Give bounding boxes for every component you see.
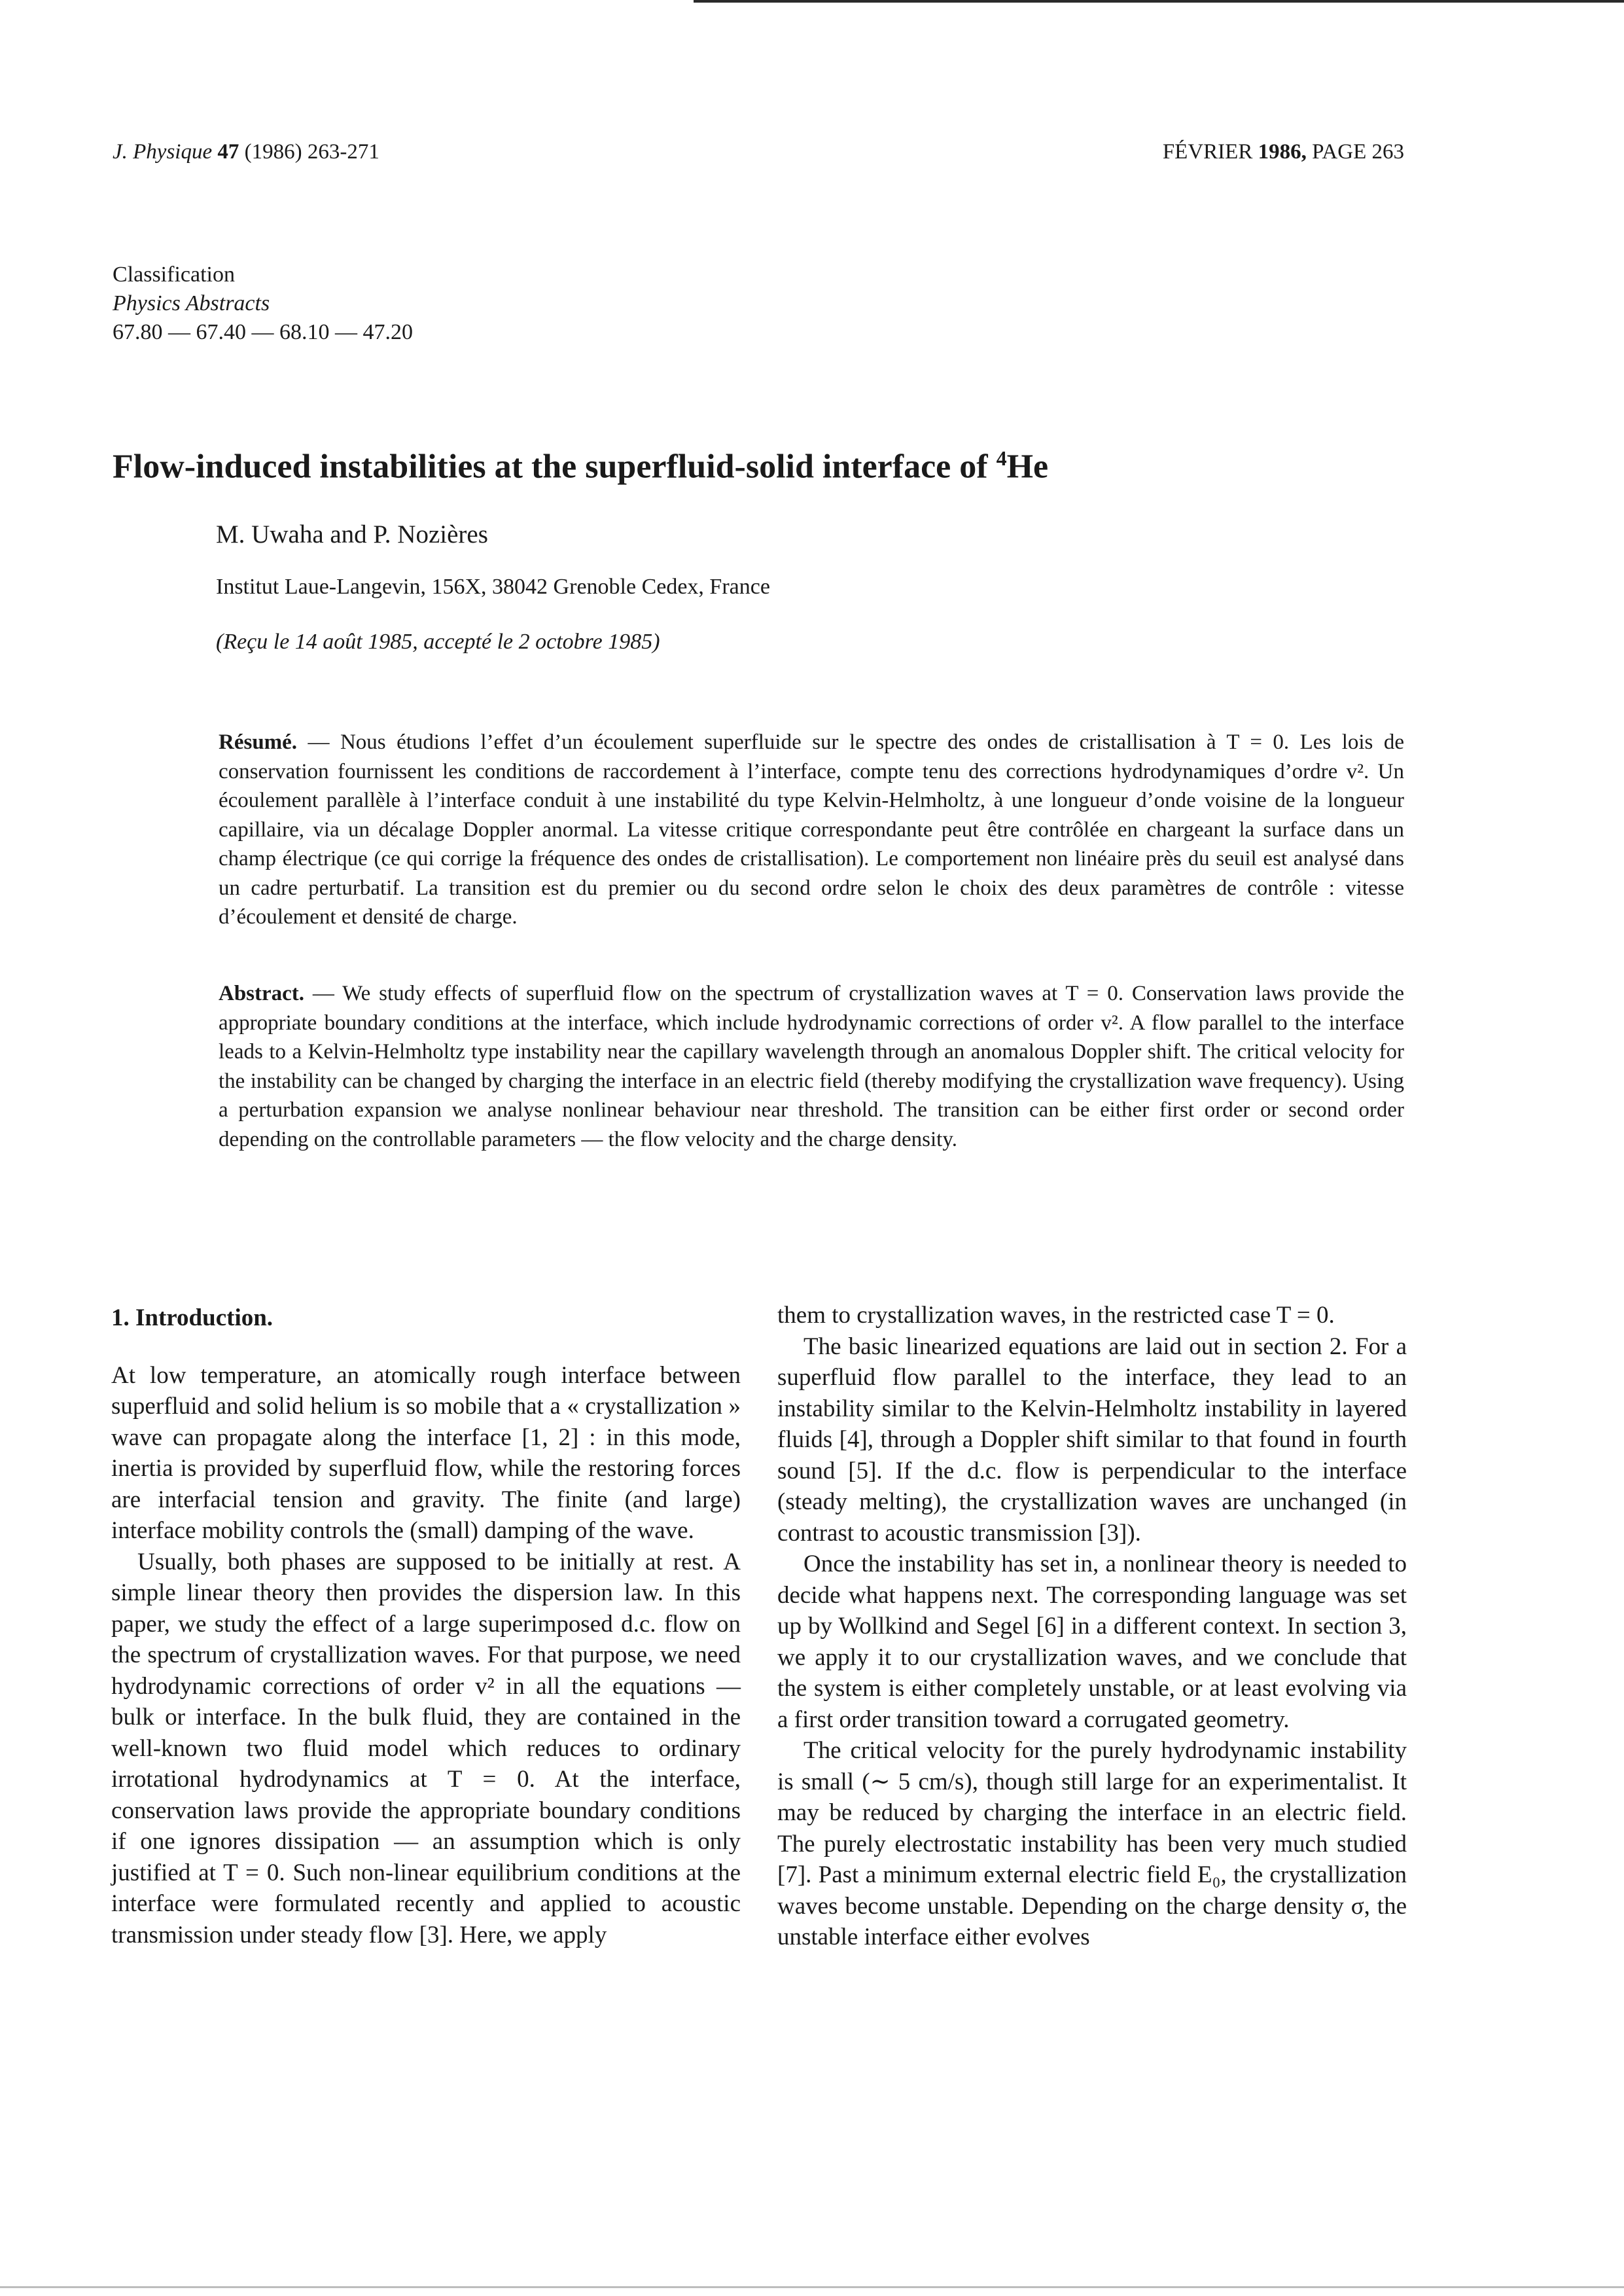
classification-block [113, 260, 413, 347]
scan-border-top [694, 0, 1624, 3]
authors: M. Uwaha and P. Nozières [216, 520, 488, 548]
affiliation: Institut Laue-Langevin, 156X, 38042 Grenoble Cedex, France [216, 575, 770, 599]
abstract-paragraph [219, 979, 1404, 1154]
scan-border-bottom [0, 2286, 1624, 2288]
title-text: Flow-induced instabilities at the superfluid-solid interface of [113, 448, 997, 486]
body-paragraph: them to crystallization waves, in the restricted case T = 0. [777, 1302, 1335, 1329]
abstract-label: Abstract. [219, 982, 305, 1005]
issue-month: FÉVRIER [1162, 140, 1253, 164]
issue-year: 1986, [1258, 140, 1307, 164]
body-paragraph: The critical velocity for the purely hydrodynamic instability is small (∼ 5 cm/s), though still large for an experimentalist. It may be reduced by charging the interface in an electric field. The purely electrostatic instability has been very much studied [7]. Past a minimum external electric field E₀, the crystallization waves become unstable. Depending on the charge density σ, the unstable interface either evolves [777, 1737, 1407, 1950]
title-element: He [1006, 448, 1049, 486]
page-number: 263 [1371, 140, 1404, 164]
body-paragraph: Usually, both phases are supposed to be initially at rest. A simple linear theory then provides the dispersion law. In this paper, we study the effect of a large superimposed d.c. flow on the spectrum of crystallization waves. For that purpose, we need hydrodynamic corrections of order v² in all the equations — bulk or interface. In the bulk fluid, they are contained in the well-known two fluid model which reduces to ordinary irrotational hydrodynamics at T = 0. At the interface, conservation laws provide the appropriate boundary conditions if one ignores dissipation — an assumption which is only justified at T = 0. Such non-linear equilibrium conditions at the interface were formulated recently and applied to acoustic transmission under steady flow [3]. Here, we apply [111, 1548, 741, 1948]
title-isotope-superscript: 4 [996, 446, 1007, 470]
section-heading: 1. Introduction. [111, 1304, 274, 1331]
journal-name: J. Physique [113, 140, 213, 164]
year-pages: (1986) 263-271 [244, 140, 380, 164]
page-word: PAGE [1312, 140, 1367, 164]
classification-label: Classification [113, 262, 235, 287]
paper-title [113, 446, 1048, 486]
classification-codes: 67.80 — 67.40 — 68.10 — 47.20 [113, 320, 413, 344]
body-column-right [777, 1300, 1407, 1953]
volume-number: 47 [217, 140, 239, 164]
running-header-citation [113, 140, 380, 164]
body-column-left [111, 1302, 741, 1950]
body-paragraph: Once the instability has set in, a nonlinear theory is needed to decide what happens next. The corresponding language was set up by Wollkind and Segel [6] in a different context. In section 3, we apply it to our crystallization waves, and we conclude that the system is either completely unstable, or at least evolving via a first order transition toward a corrugated geometry. [777, 1551, 1407, 1733]
resume-paragraph [219, 728, 1404, 932]
body-paragraph: The basic linearized equations are laid out in section 2. For a superfluid flow parallel to the interface, they lead to an instability similar to the Kelvin-Helmholtz instability in layered fluids [4], through a Doppler shift similar to that found in fourth sound [5]. If the d.c. flow is perpendicular to the interface (steady melting), the crystallization waves are unchanged (in contrast to acoustic transmission [3]). [777, 1333, 1407, 1547]
resume-label: Résumé. [219, 730, 298, 754]
running-header-page [1163, 140, 1404, 164]
abstract-text: — We study effects of superfluid flow on the spectrum of crystallization waves at T = 0. Conservation laws provide the appropriate boundary conditions at the interface, which include hydrodynamic corrections of order v². A flow parallel to the interface leads to a Kelvin-Helmholtz type instability near the capillary wavelength through an anomalous Doppler shift. The critical velocity for the instability can be changed by charging the interface in an electric field (thereby modifying the crystallization wave frequency). Using a perturbation expansion we analyse nonlinear behaviour near threshold. The transition can be either first order or second order depending on the controllable parameters — the flow velocity and the charge density. [219, 982, 1404, 1151]
resume-text: — Nous étudions l’effet d’un écoulement superfluide sur le spectre des ondes de cristallisation à T = 0. Les lois de conservation fournissent les conditions de raccordement à l’interface, compte tenu des corrections hydrodynamiques d’ordre v². Un écoulement parallèle à l’interface conduit à une instabilité du type Kelvin-Helmholtz, à une longueur d’onde voisine de la longueur capillaire, via un décalage Doppler anormal. La vitesse critique correspondante peut être contrôlée en chargeant la surface dans un champ électrique (ce qui corrige la fréquence des ondes de cristallisation). Le comportement non linéaire près du seuil est analysé dans un cadre perturbatif. La transition est du premier ou du second ordre selon le choix des deux paramètres de contrôle : vitesse d’écoulement et densité de charge. [219, 730, 1404, 929]
received-dates: (Reçu le 14 août 1985, accepté le 2 octobre 1985) [216, 630, 660, 654]
classification-source: Physics Abstracts [113, 291, 270, 315]
body-paragraph: At low temperature, an atomically rough interface between superfluid and solid helium is so mobile that a « crystallization » wave can propagate along the interface [1, 2] : in this mode, inertia is provided by superfluid flow, while the restoring forces are interfacial tension and gravity. The finite (and large) interface mobility controls the (small) damping of the wave. [111, 1361, 741, 1544]
